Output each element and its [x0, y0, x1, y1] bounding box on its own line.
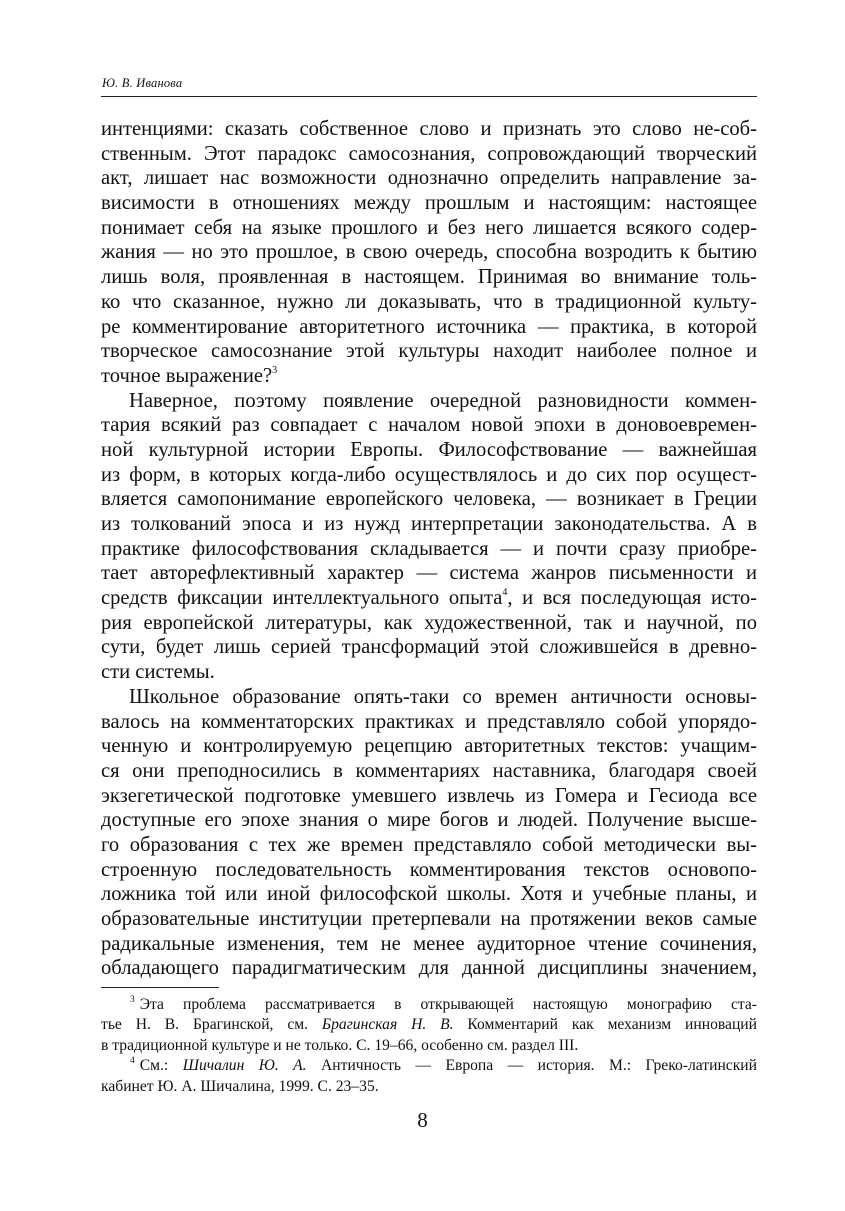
- text-line: тает авторефлективный характер — система жанров письменности и: [101, 562, 757, 585]
- text-fragment: тье Н. В. Брагинской, см.: [101, 1016, 322, 1034]
- text-line: образовательные институции претерпевали на протяжении веков самые: [101, 908, 757, 930]
- text-line: практике философствования складывается — и почти сразу приобре-: [101, 537, 757, 560]
- text-fragment: См.:: [139, 1057, 183, 1075]
- footnote-3-line: [101, 1015, 757, 1035]
- footnote-divider: [101, 987, 219, 988]
- running-head-author: Ю. В. Иванова: [102, 76, 183, 90]
- footnote-4-line: кабинет Ю. А. Шичалина, 1999. С. 23–35.: [101, 1077, 379, 1095]
- text-line: ко что сказанное, нужно ли доказывать, что в традиционной культу-: [101, 290, 757, 313]
- text-line: тария всякий раз совпадает с началом новой эпохи в доновоевремен-: [101, 414, 757, 437]
- text-line: обладающего парадигматическим для данной дисциплины значением,: [101, 957, 757, 980]
- text-line: сти системы.: [101, 661, 215, 684]
- footnote-4-line: [101, 1056, 757, 1076]
- text-line: экзегетической подготовке умевшего извлечь из Гомера и Гесиода все: [101, 784, 757, 807]
- text-line: интенциями: сказать собственное слово и признать это слово не-соб-: [101, 118, 757, 140]
- text-fragment: , и вся последующая исто-: [507, 587, 757, 610]
- text-line: жания — но это прошлое, в свою очередь, способна возродить к бытию: [101, 241, 757, 264]
- text-line: ся они преподносились в комментариях наставника, благодаря своей: [101, 759, 757, 782]
- cited-author: Шичалин Ю. А.: [182, 1057, 307, 1075]
- page-number: 8: [417, 1108, 428, 1132]
- page-header: [101, 76, 757, 97]
- text-line: ной культурной истории Европы. Философствование — важнейшая: [101, 438, 757, 461]
- footnote-3-line: [101, 995, 757, 1015]
- text-fragment: Эта проблема рассматривается в открывающей настоящую монографию ста-: [139, 996, 757, 1013]
- footnotes: [101, 995, 757, 1097]
- text-line: ственным. Этот парадокс самосознания, сопровождающий творческий: [101, 142, 757, 165]
- text-line: Школьное образование опять-таки со времен античности основы-: [129, 685, 757, 708]
- footnote-ref-4[interactable]: 4: [502, 587, 508, 599]
- footnote-3-mark: 3: [130, 995, 135, 1005]
- text-line: ре комментирование авторитетного источника — практика, в которой: [101, 315, 757, 338]
- text-fragment: средств фиксации интеллектуального опыта: [101, 587, 503, 610]
- text-line: акт, лишает нас возможности однозначно определить направление за-: [101, 167, 757, 190]
- text-line: лишь воля, проявленная в настоящем. Принимая во внимание толь-: [101, 266, 757, 289]
- text-fragment: Комментарий как механизм инноваций: [453, 1016, 757, 1034]
- text-line: доступные его эпохе знания о мире богов и людей. Получение высше-: [101, 809, 757, 832]
- footnote-ref-3[interactable]: 3: [272, 364, 278, 376]
- text-fragment: Античность — Европа — история. М.: Греко-латинский: [306, 1057, 757, 1075]
- main-text: [101, 117, 757, 981]
- text-line: [101, 364, 757, 389]
- footnote-4-mark: 4: [130, 1056, 135, 1067]
- text-line: валось на комментаторских практиках и представляло собой упорядо-: [101, 710, 757, 733]
- footnote-3-line: в традиционной культуре и не только. С. 19–66, особенно см. раздел III.: [101, 1036, 579, 1054]
- text-line: [101, 586, 757, 611]
- text-line: вляется самопонимание европейского человека, — возникает в Греции: [101, 488, 757, 511]
- text-line: го образования с тех же времен представляло собой методически вы-: [101, 833, 757, 856]
- text-line: ложника той или иной философской школы. Хотя и учебные планы, и: [101, 883, 757, 906]
- text-line: Наверное, поэтому появление очередной разновидности коммен-: [129, 389, 757, 412]
- text-line: рия европейской литературы, как художественной, так и научной, по: [101, 611, 757, 634]
- text-line: из форм, в которых когда-либо осуществлялось и до сих пор осущест-: [101, 463, 757, 486]
- text-line: радикальные изменения, тем не менее аудиторное чтение сочинения,: [101, 932, 757, 955]
- text-line: ченную и контролируемую рецепцию авторитетных текстов: учащим-: [101, 735, 757, 758]
- text-line: висимости в отношениях между прошлым и настоящим: настоящее: [101, 192, 757, 215]
- text-line: понимает себя на языке прошлого и без него лишается всякого содер-: [101, 216, 757, 239]
- text-line: творческое самосознание этой культуры находит наиболее полное и: [101, 340, 757, 363]
- cited-author: Брагинская Н. В.: [321, 1016, 454, 1034]
- text-fragment: точное выражение?: [101, 364, 273, 387]
- text-line: сути, будет лишь серией трансформаций этой сложившейся в древно-: [101, 636, 757, 659]
- text-line: строенную последовательность комментирования текстов основопо-: [101, 858, 757, 881]
- text-line: из толкований эпоса и из нужд интерпретации законодательства. А в: [101, 513, 757, 535]
